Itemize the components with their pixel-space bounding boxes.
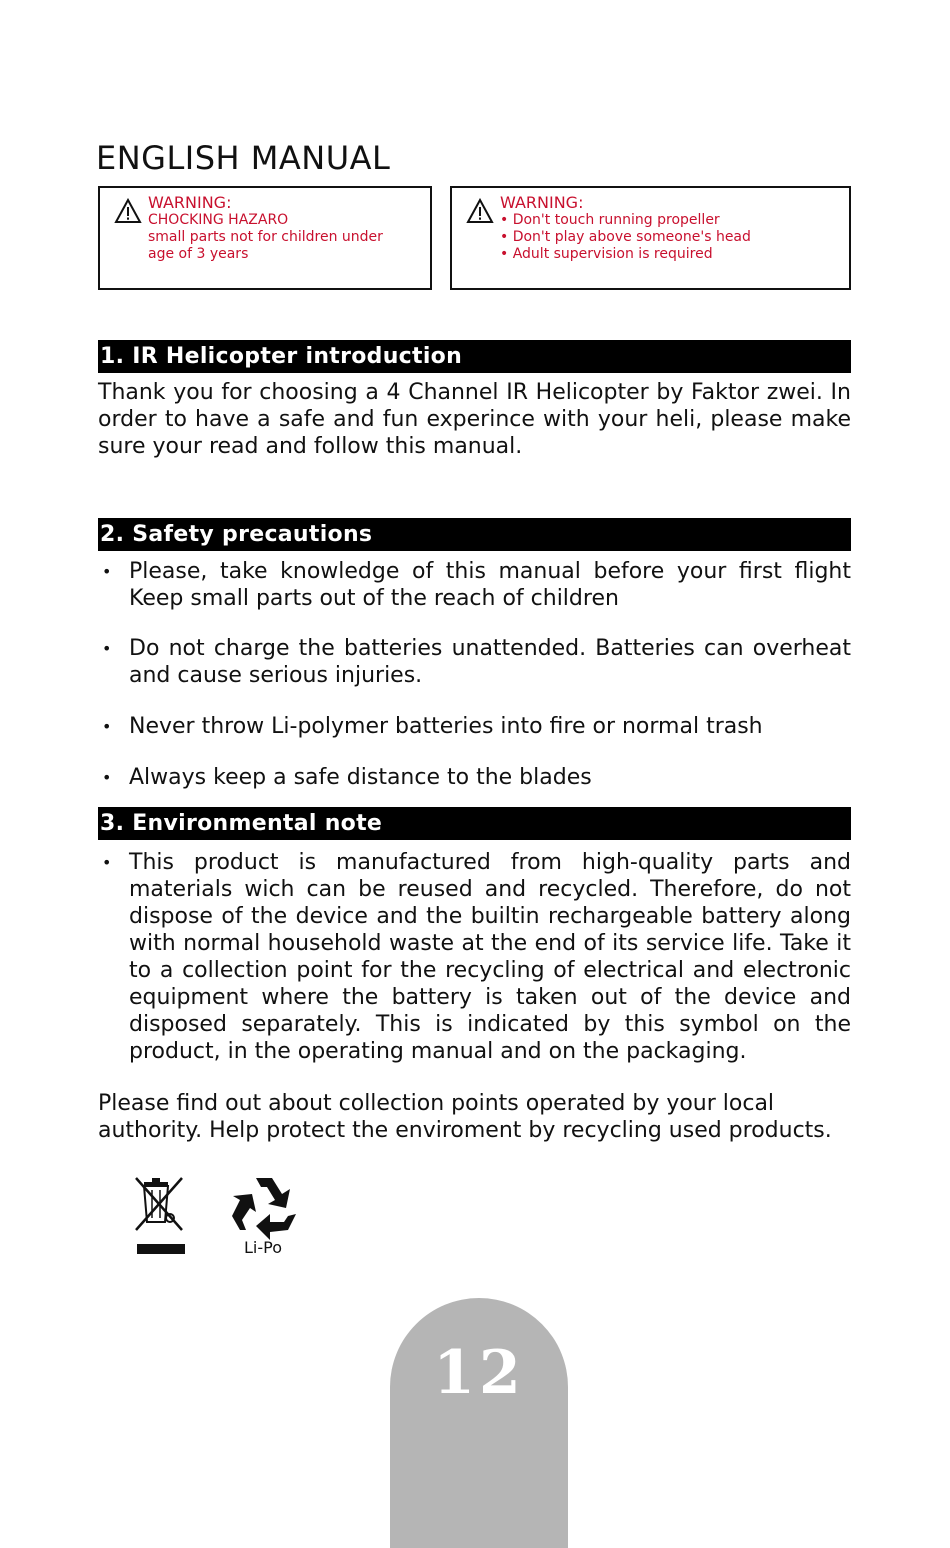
list-item-text: Do not charge the batteries unattended. Batteries can overheat and cause serious injuries. [129,636,851,688]
list-item-text: This product is manufactured from high-quality parts and materials wich can be reused and recycled. Therefore, do not dispose of the device and the builtin rechargeable battery along with normal household waste at the end of its service life. Take it to a collection point for the recycling of electrical and electronic equipment where the battery is taken out of the device and disposed separately. This is indicated by this symbol on the product, in the operating manual and on the packaging. [129,850,851,1064]
warning-triangle-icon [466,198,494,224]
warning-heading: WARNING: [148,193,232,212]
warning-line: • Adult supervision is required [500,246,713,262]
warning-heading: WARNING: [500,193,584,212]
list-item-text: Never throw Li-polymer batteries into fire or normal trash [129,714,763,739]
page-number: 12 [433,1338,525,1408]
section-heading-safety: 2. Safety precautions [98,518,851,551]
bullet-dot: • [102,768,112,787]
list-item [98,558,851,612]
closing-paragraph: Please find out about collection points operated by your local authority. Help protect the enviroment by recycling used products. [98,1091,832,1143]
page-number-tab [390,1298,568,1548]
recycle-icon [232,1178,296,1240]
list-item [98,849,851,1065]
warning-line: • Don't play above someone's head [500,229,751,245]
list-item [98,713,851,740]
warning-line: small parts not for children under [148,229,383,245]
warning-triangle-icon [114,198,142,224]
recycle-label: Li-Po [244,1238,282,1257]
warning-line: CHOCKING HAZARO [148,212,289,228]
intro-paragraph: Thank you for choosing a 4 Channel IR Helicopter by Faktor zwei. In order to have a safe and fun experince with your heli, please make sure your read and follow this manual. [98,380,851,459]
bullet-dot: • [102,639,112,658]
list-item [98,635,851,689]
list-item-text: Always keep a safe distance to the blades [129,765,592,790]
bullet-dot: • [102,562,112,581]
page-title: ENGLISH MANUAL [96,139,391,177]
crossed-bin-icon [136,1178,185,1254]
warning-box-propeller [450,186,851,290]
warning-text [500,194,751,263]
symbols-group [130,1172,310,1262]
warning-text [148,194,383,263]
section-heading-environment: 3. Environmental note [98,807,851,840]
warning-line: age of 3 years [148,246,249,262]
list-item-text: Please, take knowledge of this manual before your first flight Keep small parts out of the reach of children [129,559,851,611]
bullet-dot: • [102,717,112,736]
warning-box-choking [98,186,432,290]
section-heading-intro: 1. IR Helicopter introduction [98,340,851,373]
warning-line: • Don't touch running propeller [500,212,720,228]
bullet-dot: • [102,853,112,872]
list-item [98,764,851,791]
